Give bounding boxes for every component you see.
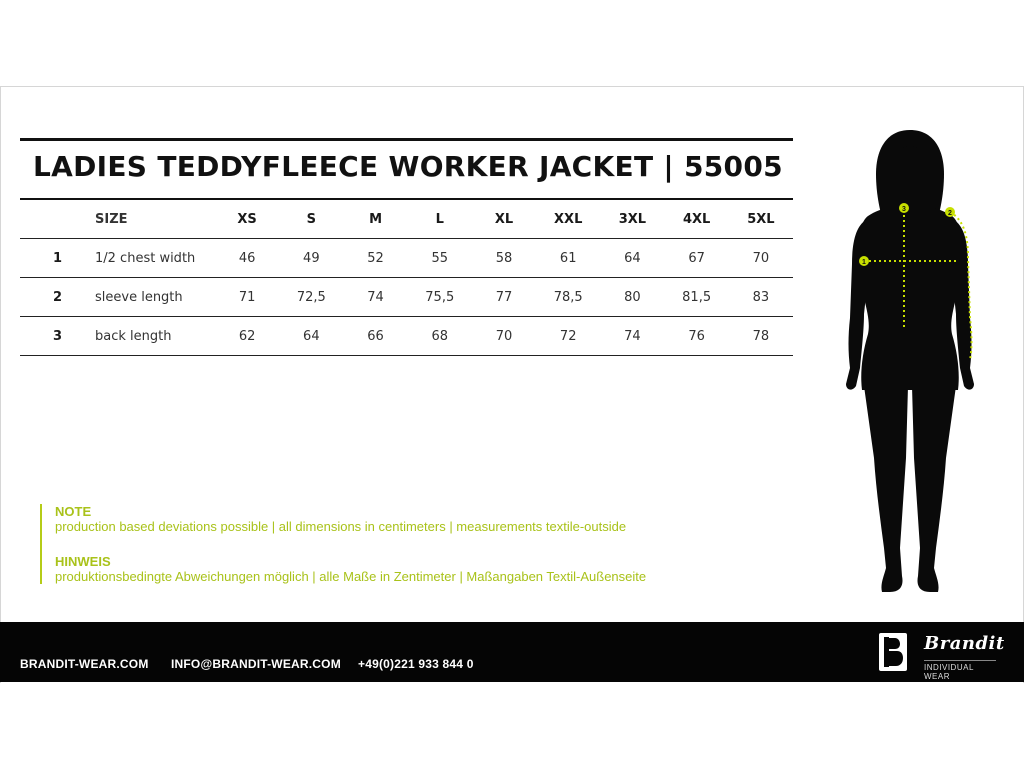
marker-label: 3 <box>902 206 906 213</box>
header-size: M <box>343 199 407 239</box>
table-cell: 76 <box>665 317 729 356</box>
size-table <box>20 198 793 356</box>
header-size: L <box>408 199 472 239</box>
note-heading: NOTE <box>55 504 92 519</box>
table-cell: 58 <box>472 239 536 278</box>
table-cell: 74 <box>343 278 407 317</box>
body-silhouette-figure <box>840 128 980 596</box>
header-size: XXL <box>536 199 600 239</box>
table-cell: 71 <box>215 278 279 317</box>
table-cell: 72,5 <box>279 278 343 317</box>
table-cell: 70 <box>729 239 793 278</box>
brand-tagline: INDIVIDUAL WEAR <box>924 660 996 681</box>
table-cell: 61 <box>536 239 600 278</box>
header-size: S <box>279 199 343 239</box>
table-cell: 64 <box>279 317 343 356</box>
phone-number[interactable]: +49(0)221 933 844 0 <box>358 657 474 671</box>
notes-block <box>40 504 646 584</box>
marker-label: 1 <box>862 259 866 266</box>
note-text: production based deviations possible | all dimensions in centimeters | measurements textile-outside <box>55 519 627 534</box>
hinweis-heading: HINWEIS <box>55 554 111 569</box>
table-cell: 55 <box>408 239 472 278</box>
row-label: sleeve length <box>95 278 215 317</box>
table-cell: 67 <box>665 239 729 278</box>
header-size-label: SIZE <box>95 199 215 239</box>
table-cell: 66 <box>343 317 407 356</box>
table-cell: 78 <box>729 317 793 356</box>
page-title: LADIES TEDDYFLEECE WORKER JACKET | 55005 <box>33 150 783 183</box>
row-number: 2 <box>20 278 95 317</box>
table-cell: 46 <box>215 239 279 278</box>
table-cell: 74 <box>600 317 664 356</box>
table-cell: 72 <box>536 317 600 356</box>
header-size: 4XL <box>665 199 729 239</box>
table-cell: 83 <box>729 278 793 317</box>
row-number: 3 <box>20 317 95 356</box>
title-rule <box>20 138 793 141</box>
table-row <box>20 239 793 278</box>
table-row <box>20 317 793 356</box>
row-label: 1/2 chest width <box>95 239 215 278</box>
table-header-row <box>20 199 793 239</box>
row-label: back length <box>95 317 215 356</box>
table-cell: 52 <box>343 239 407 278</box>
brandit-logo-icon <box>879 633 907 671</box>
row-number: 1 <box>20 239 95 278</box>
table-cell: 64 <box>600 239 664 278</box>
footer-bar <box>0 622 1024 682</box>
header-size: 3XL <box>600 199 664 239</box>
table-cell: 78,5 <box>536 278 600 317</box>
table-cell: 62 <box>215 317 279 356</box>
header-blank <box>20 199 95 239</box>
table-cell: 77 <box>472 278 536 317</box>
table-cell: 70 <box>472 317 536 356</box>
table-cell: 81,5 <box>665 278 729 317</box>
table-cell: 49 <box>279 239 343 278</box>
silhouette-icon <box>846 130 974 592</box>
header-size: XL <box>472 199 536 239</box>
header-size: 5XL <box>729 199 793 239</box>
table-row <box>20 278 793 317</box>
table-cell: 75,5 <box>408 278 472 317</box>
brand-name: Brandit <box>924 633 1005 654</box>
marker-label: 2 <box>948 210 952 217</box>
table-cell: 80 <box>600 278 664 317</box>
header-size: XS <box>215 199 279 239</box>
email-link[interactable]: INFO@BRANDIT-WEAR.COM <box>171 657 341 671</box>
table-cell: 68 <box>408 317 472 356</box>
hinweis-text: produktionsbedingte Abweichungen möglich | alle Maße in Zentimeter | Maßangaben Textil-Außenseite <box>55 569 647 584</box>
website-link[interactable]: BRANDIT-WEAR.COM <box>20 657 149 671</box>
